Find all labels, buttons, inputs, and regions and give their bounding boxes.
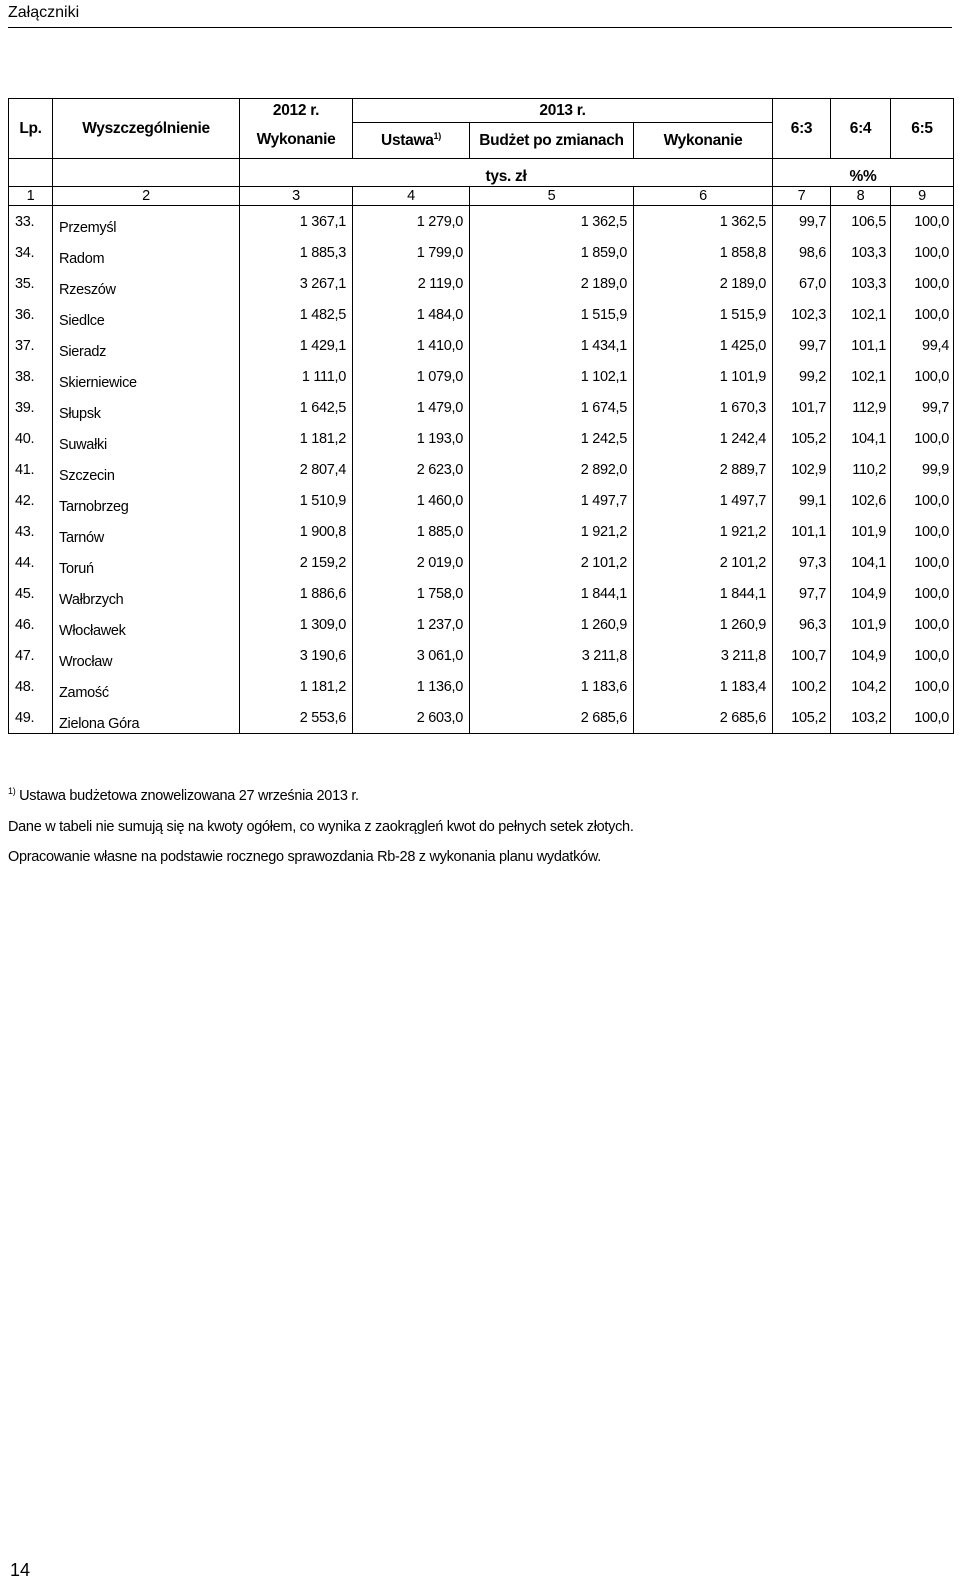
cell-c3: 1 309,0 xyxy=(240,609,353,640)
cell-c3: 3 267,1 xyxy=(240,268,353,299)
cell-c6: 1 844,1 xyxy=(634,578,773,609)
cell-c5: 3 211,8 xyxy=(470,640,634,671)
rounding-note: Dane w tabeli nie sumują się na kwoty ogółem, co wynika z zaokrągleń kwot do pełnych setek złotych. xyxy=(8,819,634,835)
cell-c4: 1 237,0 xyxy=(353,609,470,640)
header-wykonanie-2013: Wykonanie xyxy=(634,123,773,159)
cell-c4: 1 484,0 xyxy=(353,299,470,330)
cell-c9: 100,0 xyxy=(891,423,954,454)
table-row xyxy=(9,547,954,578)
table-body xyxy=(9,206,954,734)
cell-c3: 1 886,6 xyxy=(240,578,353,609)
header-budzet-po-zmianach: Budżet po zmianach xyxy=(470,123,634,159)
cell-c8: 102,1 xyxy=(831,361,891,392)
table-row xyxy=(9,671,954,702)
cell-c3: 1 181,2 xyxy=(240,423,353,454)
cell-c8: 101,9 xyxy=(831,516,891,547)
cell-c3: 1 510,9 xyxy=(240,485,353,516)
cell-c9: 100,0 xyxy=(891,268,954,299)
cell-c4: 1 193,0 xyxy=(353,423,470,454)
cell-name: Suwałki xyxy=(53,423,240,454)
cell-c4: 1 758,0 xyxy=(353,578,470,609)
cell-c8: 104,9 xyxy=(831,640,891,671)
cell-c6: 1 242,4 xyxy=(634,423,773,454)
header-wykonanie-2012: Wykonanie xyxy=(240,123,353,159)
table-row xyxy=(9,578,954,609)
header-unit-percent: %% xyxy=(773,159,954,187)
cell-c7: 101,7 xyxy=(773,392,831,423)
cell-c7: 100,7 xyxy=(773,640,831,671)
cell-c4: 1 885,0 xyxy=(353,516,470,547)
expenditure-table xyxy=(8,98,954,734)
cell-c7: 102,3 xyxy=(773,299,831,330)
cell-c6: 2 101,2 xyxy=(634,547,773,578)
cell-lp: 41. xyxy=(9,454,53,485)
footnote: $^{1)}$ Ustawa budżetowa znowelizowana 27 września 2013 r. xyxy=(8,786,359,804)
cell-c7: 97,3 xyxy=(773,547,831,578)
cell-c3: 1 429,1 xyxy=(240,330,353,361)
column-number: 3 xyxy=(240,187,353,206)
cell-name: Wrocław xyxy=(53,640,240,671)
cell-c9: 100,0 xyxy=(891,299,954,330)
cell-name: Skierniewice xyxy=(53,361,240,392)
cell-c5: 1 260,9 xyxy=(470,609,634,640)
cell-lp: 36. xyxy=(9,299,53,330)
cell-c3: 2 159,2 xyxy=(240,547,353,578)
cell-c8: 102,6 xyxy=(831,485,891,516)
cell-c4: 1 079,0 xyxy=(353,361,470,392)
table-row xyxy=(9,206,954,238)
cell-c6: 1 921,2 xyxy=(634,516,773,547)
cell-lp: 34. xyxy=(9,237,53,268)
cell-c8: 104,1 xyxy=(831,547,891,578)
cell-c4: 1 410,0 xyxy=(353,330,470,361)
cell-name: Radom xyxy=(53,237,240,268)
cell-c5: 1 674,5 xyxy=(470,392,634,423)
table-row xyxy=(9,299,954,330)
column-number-row xyxy=(9,187,954,206)
cell-lp: 38. xyxy=(9,361,53,392)
cell-lp: 33. xyxy=(9,206,53,238)
cell-name: Zielona Góra xyxy=(53,702,240,734)
cell-c7: 96,3 xyxy=(773,609,831,640)
cell-c5: 1 183,6 xyxy=(470,671,634,702)
cell-c5: 1 434,1 xyxy=(470,330,634,361)
cell-c7: 99,7 xyxy=(773,330,831,361)
cell-c9: 100,0 xyxy=(891,609,954,640)
cell-c4: 1 479,0 xyxy=(353,392,470,423)
table-row xyxy=(9,330,954,361)
cell-lp: 47. xyxy=(9,640,53,671)
table-row xyxy=(9,268,954,299)
column-number: 2 xyxy=(53,187,240,206)
table-row xyxy=(9,454,954,485)
header-lp: Lp. xyxy=(9,99,53,159)
cell-c6: 1 497,7 xyxy=(634,485,773,516)
cell-name: Szczecin xyxy=(53,454,240,485)
column-number: 7 xyxy=(773,187,831,206)
cell-c5: 1 844,1 xyxy=(470,578,634,609)
cell-c4: 1 460,0 xyxy=(353,485,470,516)
table-row xyxy=(9,237,954,268)
cell-name: Sieradz xyxy=(53,330,240,361)
cell-c8: 102,1 xyxy=(831,299,891,330)
header-name: Wyszczególnienie xyxy=(53,99,240,159)
cell-c8: 104,2 xyxy=(831,671,891,702)
cell-c6: 1 858,8 xyxy=(634,237,773,268)
cell-c5: 1 515,9 xyxy=(470,299,634,330)
cell-c9: 100,0 xyxy=(891,237,954,268)
cell-c7: 97,7 xyxy=(773,578,831,609)
cell-c4: 1 799,0 xyxy=(353,237,470,268)
cell-c8: 101,9 xyxy=(831,609,891,640)
cell-c6: 2 189,0 xyxy=(634,268,773,299)
cell-lp: 35. xyxy=(9,268,53,299)
cell-c8: 104,1 xyxy=(831,423,891,454)
cell-name: Wałbrzych xyxy=(53,578,240,609)
table-row xyxy=(9,423,954,454)
cell-c9: 99,4 xyxy=(891,330,954,361)
header-ratio-6-3: 6:3 xyxy=(773,99,831,159)
cell-name: Zamość xyxy=(53,671,240,702)
cell-c6: 1 183,4 xyxy=(634,671,773,702)
cell-lp: 49. xyxy=(9,702,53,734)
page-number: 14 xyxy=(10,1560,31,1580)
cell-c9: 99,7 xyxy=(891,392,954,423)
cell-name: Toruń xyxy=(53,547,240,578)
cell-c7: 98,6 xyxy=(773,237,831,268)
cell-c7: 99,2 xyxy=(773,361,831,392)
cell-c6: 3 211,8 xyxy=(634,640,773,671)
cell-c8: 104,9 xyxy=(831,578,891,609)
cell-c8: 106,5 xyxy=(831,206,891,238)
cell-c3: 1 181,2 xyxy=(240,671,353,702)
cell-lp: 44. xyxy=(9,547,53,578)
column-number: 8 xyxy=(831,187,891,206)
cell-name: Słupsk xyxy=(53,392,240,423)
header-name-unit-spacer xyxy=(53,159,240,187)
cell-c5: 2 685,6 xyxy=(470,702,634,734)
header-ratio-6-4: 6:4 xyxy=(831,99,891,159)
header-lp-unit-spacer xyxy=(9,159,53,187)
cell-c5: 2 101,2 xyxy=(470,547,634,578)
cell-c8: 103,3 xyxy=(831,268,891,299)
cell-c3: 3 190,6 xyxy=(240,640,353,671)
header-ratio-6-5: 6:5 xyxy=(891,99,954,159)
cell-c3: 2 553,6 xyxy=(240,702,353,734)
cell-c6: 1 101,9 xyxy=(634,361,773,392)
cell-lp: 43. xyxy=(9,516,53,547)
cell-c8: 110,2 xyxy=(831,454,891,485)
expenditure-table-container xyxy=(8,98,953,734)
cell-lp: 46. xyxy=(9,609,53,640)
cell-lp: 48. xyxy=(9,671,53,702)
cell-c9: 100,0 xyxy=(891,578,954,609)
cell-name: Siedlce xyxy=(53,299,240,330)
cell-c9: 100,0 xyxy=(891,485,954,516)
table-row xyxy=(9,640,954,671)
cell-c3: 1 885,3 xyxy=(240,237,353,268)
cell-c5: 1 362,5 xyxy=(470,206,634,238)
cell-c3: 1 900,8 xyxy=(240,516,353,547)
cell-name: Rzeszów xyxy=(53,268,240,299)
cell-c7: 101,1 xyxy=(773,516,831,547)
cell-name: Włocławek xyxy=(53,609,240,640)
cell-c8: 112,9 xyxy=(831,392,891,423)
cell-c6: 1 515,9 xyxy=(634,299,773,330)
cell-c5: 1 497,7 xyxy=(470,485,634,516)
cell-c4: 2 603,0 xyxy=(353,702,470,734)
cell-c6: 2 685,6 xyxy=(634,702,773,734)
column-number: 5 xyxy=(470,187,634,206)
cell-c7: 99,7 xyxy=(773,206,831,238)
cell-c4: 2 119,0 xyxy=(353,268,470,299)
cell-c3: 1 111,0 xyxy=(240,361,353,392)
cell-name: Tarnobrzeg xyxy=(53,485,240,516)
cell-c7: 99,1 xyxy=(773,485,831,516)
cell-c9: 100,0 xyxy=(891,206,954,238)
cell-c9: 100,0 xyxy=(891,640,954,671)
cell-c6: 1 362,5 xyxy=(634,206,773,238)
cell-lp: 42. xyxy=(9,485,53,516)
cell-c9: 100,0 xyxy=(891,671,954,702)
table-row xyxy=(9,485,954,516)
header-year-2013: 2013 r. xyxy=(353,99,773,123)
cell-c6: 1 260,9 xyxy=(634,609,773,640)
cell-c8: 101,1 xyxy=(831,330,891,361)
column-number: 6 xyxy=(634,187,773,206)
cell-c6: 2 889,7 xyxy=(634,454,773,485)
cell-c9: 100,0 xyxy=(891,516,954,547)
cell-c9: 100,0 xyxy=(891,547,954,578)
cell-c5: 1 102,1 xyxy=(470,361,634,392)
table-row xyxy=(9,392,954,423)
cell-c8: 103,3 xyxy=(831,237,891,268)
cell-name: Tarnów xyxy=(53,516,240,547)
cell-c4: 1 279,0 xyxy=(353,206,470,238)
cell-c7: 105,2 xyxy=(773,423,831,454)
cell-c7: 105,2 xyxy=(773,702,831,734)
cell-c9: 99,9 xyxy=(891,454,954,485)
cell-c4: 3 061,0 xyxy=(353,640,470,671)
column-number: 4 xyxy=(353,187,470,206)
cell-c3: 1 482,5 xyxy=(240,299,353,330)
cell-lp: 37. xyxy=(9,330,53,361)
source-note: Opracowanie własne na podstawie rocznego sprawozdania Rb-28 z wykonania planu wydatków. xyxy=(8,849,601,865)
header-unit-amount: tys. zł xyxy=(240,159,773,187)
cell-lp: 39. xyxy=(9,392,53,423)
cell-c5: 2 189,0 xyxy=(470,268,634,299)
cell-c7: 100,2 xyxy=(773,671,831,702)
cell-c5: 1 242,5 xyxy=(470,423,634,454)
cell-lp: 45. xyxy=(9,578,53,609)
cell-c5: 2 892,0 xyxy=(470,454,634,485)
cell-c3: 2 807,4 xyxy=(240,454,353,485)
table-row xyxy=(9,702,954,734)
column-number: 9 xyxy=(891,187,954,206)
cell-c7: 102,9 xyxy=(773,454,831,485)
page-header: Załączniki xyxy=(8,0,952,28)
column-number: 1 xyxy=(9,187,53,206)
cell-c9: 100,0 xyxy=(891,702,954,734)
cell-c7: 67,0 xyxy=(773,268,831,299)
cell-c5: 1 859,0 xyxy=(470,237,634,268)
cell-c4: 2 019,0 xyxy=(353,547,470,578)
cell-c9: 100,0 xyxy=(891,361,954,392)
cell-c3: 1 642,5 xyxy=(240,392,353,423)
table-row xyxy=(9,516,954,547)
cell-lp: 40. xyxy=(9,423,53,454)
cell-c3: 1 367,1 xyxy=(240,206,353,238)
table-row xyxy=(9,609,954,640)
cell-c8: 103,2 xyxy=(831,702,891,734)
cell-c6: 1 670,3 xyxy=(634,392,773,423)
header-ustawa: Ustawa$^{1)}$ xyxy=(353,123,470,159)
cell-c6: 1 425,0 xyxy=(634,330,773,361)
cell-c4: 2 623,0 xyxy=(353,454,470,485)
header-year-2012: 2012 r. xyxy=(240,99,353,123)
cell-name: Przemyśl xyxy=(53,206,240,238)
cell-c4: 1 136,0 xyxy=(353,671,470,702)
table-row xyxy=(9,361,954,392)
cell-c5: 1 921,2 xyxy=(470,516,634,547)
